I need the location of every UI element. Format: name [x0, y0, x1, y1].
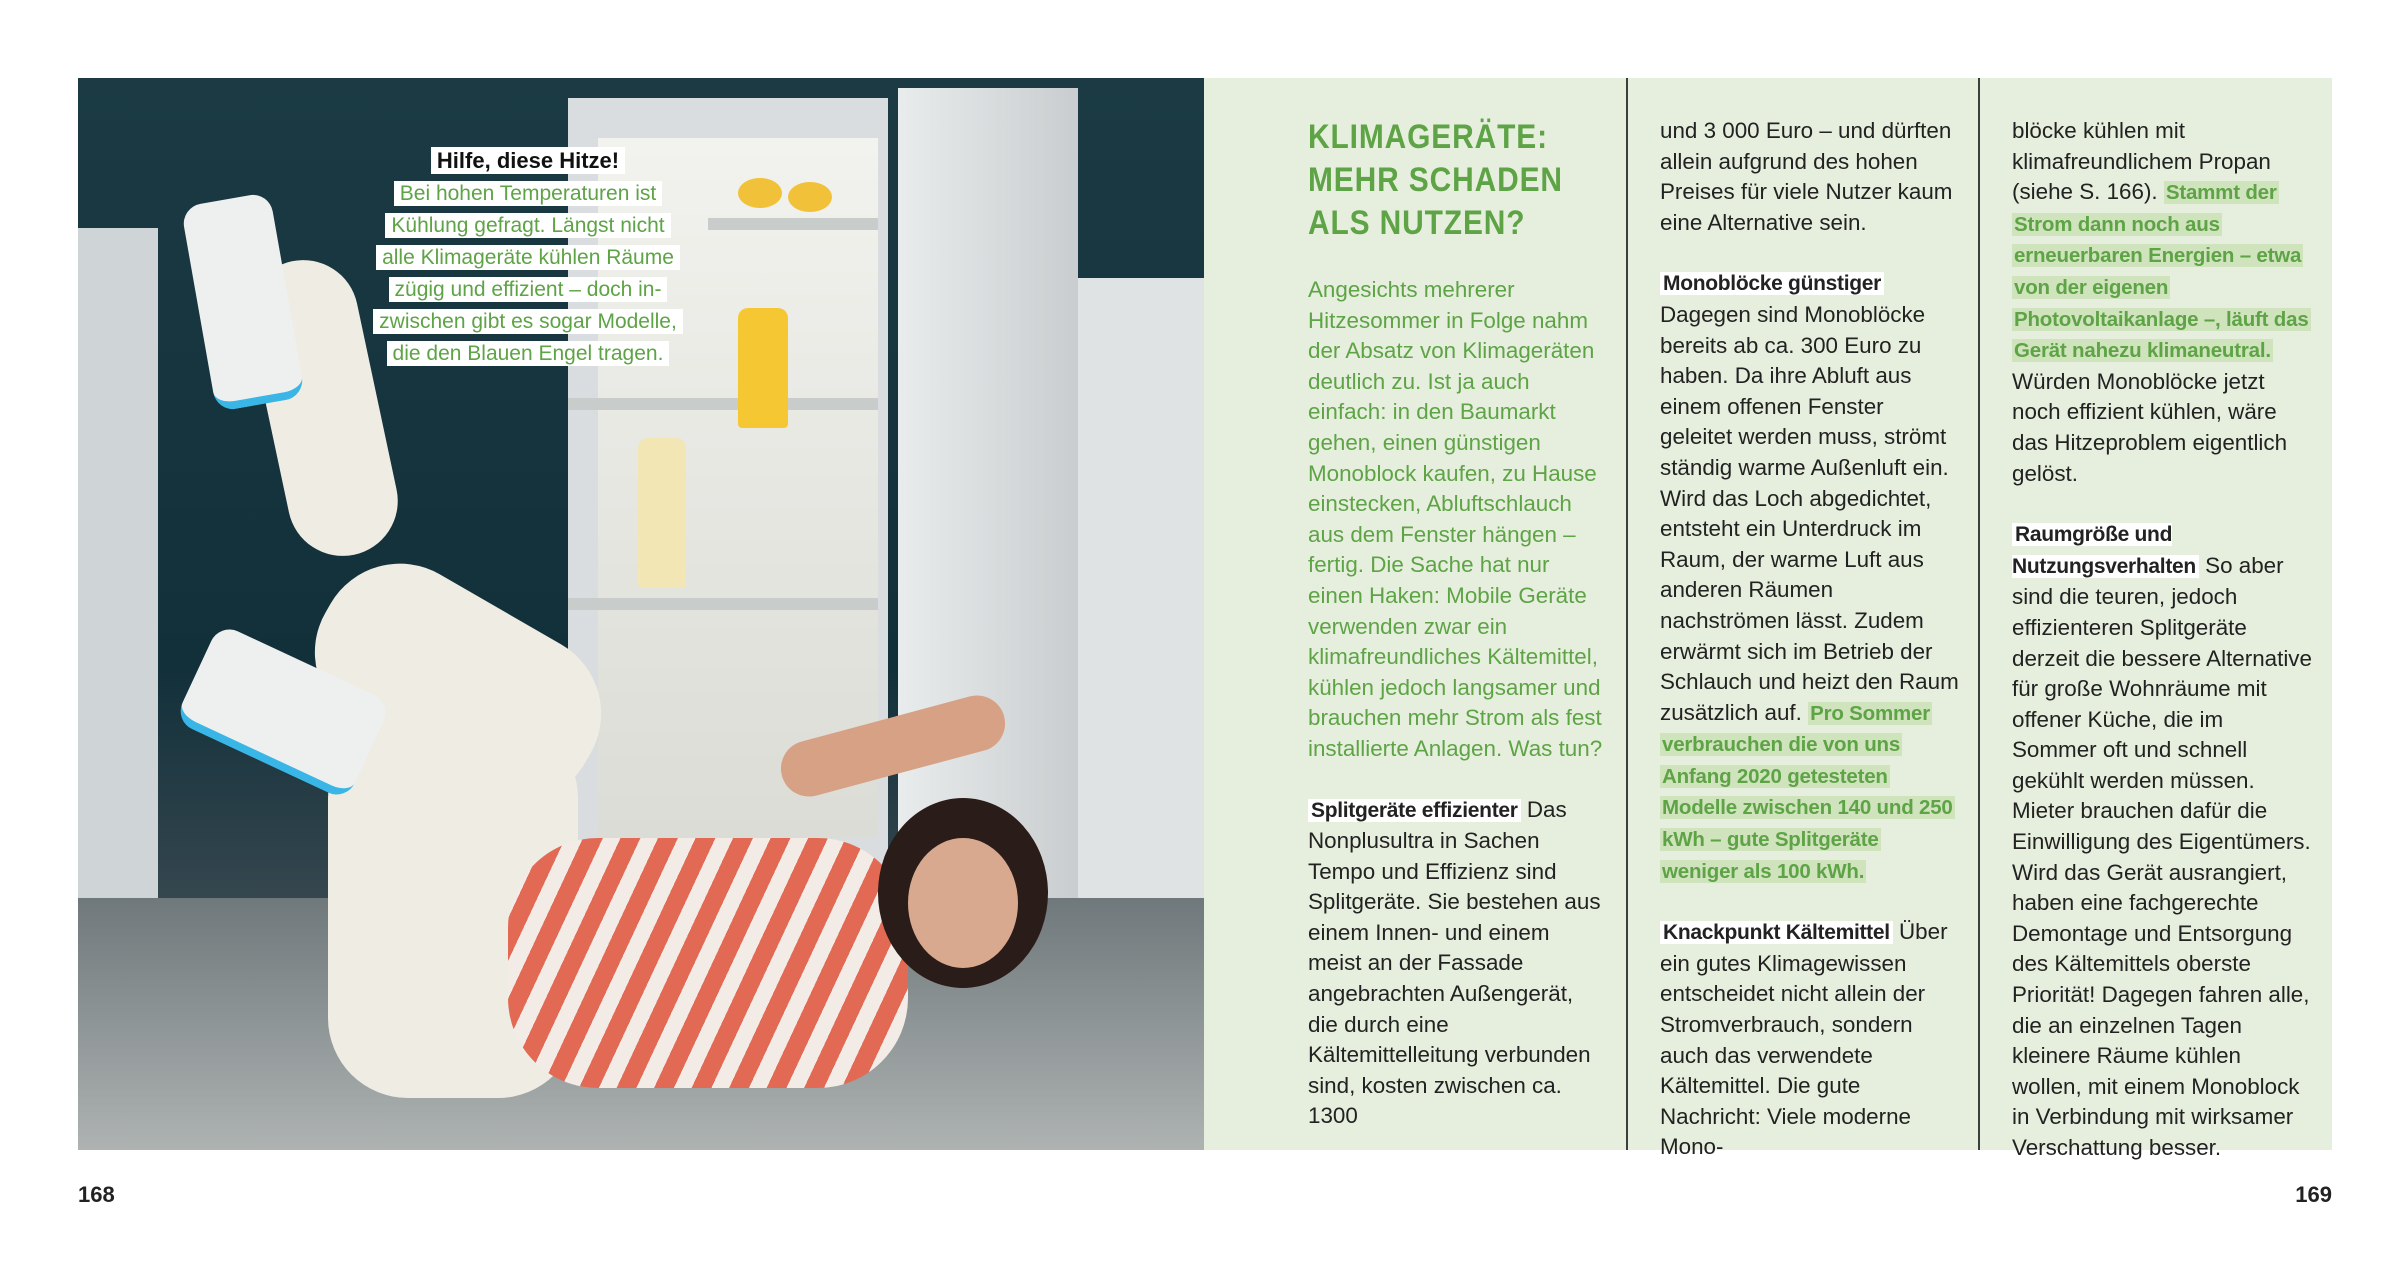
article-headline	[1308, 116, 1607, 245]
article-intro: Angesichts mehrerer Hitzesommer in Folge nahm der Absatz von Klimageräten deutlich zu. Ist ja auch einfach: in den Baumarkt gehen, einen günstigen Monoblock kaufen, zu Hause einstecken, Abluftschlauch aus dem Fenster hängen – fertig. Die Sache hat nur einen Haken: Mobile Geräte verwenden zwar ein klimafreundliches Kältemittel, kühlen jedoch langsamer und brauchen mehr Strom als fest installierte Anlagen. Was tun?	[1308, 277, 1603, 761]
photo-lemon	[788, 182, 832, 212]
paragraph-monobloecke	[1660, 268, 1960, 887]
photo-lemon	[738, 178, 782, 208]
page-number-left: 168	[78, 1182, 115, 1207]
headline-line: MEHR SCHADEN	[1308, 161, 1563, 199]
book-spread	[78, 78, 2332, 1160]
paragraph-continued	[2012, 116, 2312, 489]
paragraph-text: So aber sind die teuren, jedoch effizienteren Splitgeräte derzeit die bessere Alternative für große Wohnräume mit offener Küche, die im Sommer oft und schnell gekühlt werden müssen. Mieter brauchen dafür die Einwilligung des Eigentümers. Wird das Gerät ausrangiert, haben eine fachgerechte Demontage und Entsorgung des Kältemittels oberste Priorität! Dagegen fahren alle, die an einzelnen Tagen kleinere Räume kühlen wollen, mit einem Monoblock in Verbindung mit wirksamer Verschattung besser.	[2012, 552, 2312, 1160]
paragraph-continued: und 3 000 Euro – und dürften allein aufgrund des hohen Preises für viele Nutzer kaum eine Alternative sein.	[1660, 118, 1953, 235]
column-divider	[1626, 78, 1628, 1150]
headline-line: ALS NUTZEN?	[1308, 204, 1526, 242]
keyword-label: Monoblöcke günstiger	[1660, 272, 1884, 295]
highlight-text: Pro Sommer verbrauchen die von uns Anfang 2020 getesteten Modelle zwischen 140 und 250 kWh – gute Splitgeräte weniger als 100 kWh.	[1662, 701, 1953, 883]
article-column-1	[1308, 116, 1608, 1162]
caption-title: Hilfe, diese Hitze!	[431, 147, 625, 174]
caption-line: die den Blauen Engel tragen.	[387, 341, 670, 366]
caption-line: zwischen gibt es sogar Modelle,	[373, 309, 683, 334]
article-column-2	[1660, 116, 1960, 1193]
article-panel	[1204, 78, 2332, 1160]
highlight-text: Stammt der Strom dann noch aus erneuerbaren Energien – etwa von der eigenen Photovoltaikanlage –, läuft das Gerät nahezu klimaneutral.	[2014, 181, 2309, 363]
photo-striped-shirt	[508, 838, 908, 1088]
photo-mustard-bottle	[738, 308, 788, 428]
paragraph-text: Über ein gutes Klimagewissen entscheidet nicht allein der Stromverbrauch, sondern auch das verwendete Kältemittel. Die gute Nachricht: Viele moderne Mono-	[1660, 919, 1948, 1160]
photo-milk-bottle	[638, 438, 686, 588]
column-divider	[1978, 78, 1980, 1150]
photo-cabinet-left	[78, 228, 158, 978]
page-number-right: 169	[2295, 1182, 2332, 1207]
photo-shelf	[568, 398, 878, 410]
photo-woman-at-fridge	[78, 78, 1204, 1150]
paragraph-text: Das Nonplusultra in Sachen Tempo und Effizienz sind Splitgeräte. Sie bestehen aus einem Innen- und einem meist an der Fassade angebrachten Außengerät, die durch eine Kältemittelleitung verbunden sind, kosten zwischen ca. 1300	[1308, 796, 1601, 1129]
paragraph-raumgroesse	[2012, 519, 2312, 1163]
article-column-3	[2012, 116, 2312, 1194]
headline-line: KLIMAGERÄTE:	[1308, 118, 1548, 156]
photo-sneaker	[181, 192, 306, 412]
photo-shelf	[568, 598, 878, 610]
keyword-label: Splitgeräte effizienter	[1308, 799, 1521, 822]
photo-caption	[348, 146, 708, 371]
caption-line: zügig und effizient – doch in-	[389, 277, 668, 302]
caption-line: Bei hohen Temperaturen ist	[394, 181, 662, 206]
paragraph-kaeltemittel	[1660, 917, 1960, 1163]
keyword-label: Raumgröße und Nutzungsverhalten	[2012, 523, 2199, 578]
photo-face	[908, 838, 1018, 968]
caption-line: Kühlung gefragt. Längst nicht	[385, 213, 670, 238]
paragraph-text: blöcke kühlen mit klimafreundlichem Propan (siehe S. 166).	[2012, 118, 2271, 205]
paragraph-text: Würden Monoblöcke jetzt noch effizient kühlen, wäre das Hitzeproblem eigentlich gelöst.	[2012, 368, 2288, 486]
paragraph-splitgeraete	[1308, 795, 1608, 1133]
paragraph-text: Dagegen sind Monoblöcke bereits ab ca. 300 Euro zu haben. Da ihre Abluft aus einem offenen Fenster geleitet werden muss, strömt ständig warme Außenluft ein. Wird das Loch abgedichtet, entsteht ein Unterdruck im Raum, der warme Luft aus anderen Räumen nachströmen lässt. Zudem erwärmt sich im Betrieb der Schlauch und heizt den Raum zusätzlich auf.	[1660, 301, 1959, 725]
caption-line: alle Klimageräte kühlen Räume	[376, 245, 680, 270]
keyword-label: Knackpunkt Kältemittel	[1660, 921, 1893, 944]
photo-shelf	[708, 218, 878, 230]
